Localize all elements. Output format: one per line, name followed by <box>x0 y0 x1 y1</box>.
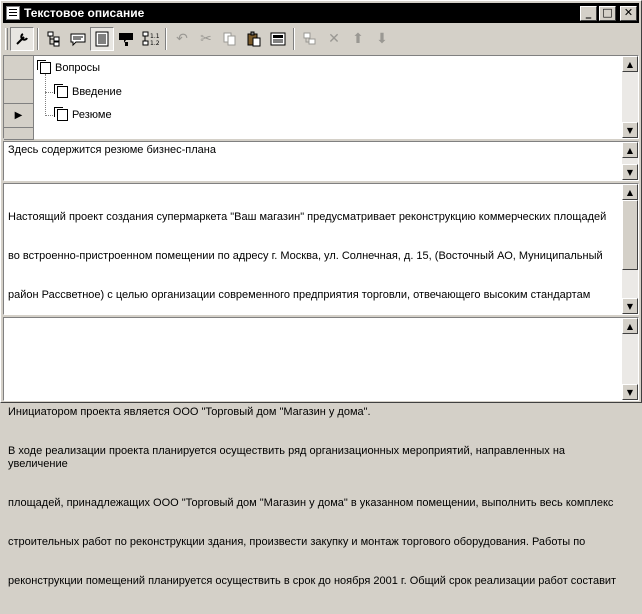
scroll-down-icon[interactable]: ▼ <box>622 122 638 138</box>
main-text-area[interactable] <box>4 184 622 587</box>
cut-icon[interactable]: ✂ <box>200 31 212 47</box>
summary-panel <box>3 141 639 181</box>
tree-item-label: Резюме <box>72 109 112 121</box>
tree-structure-icon[interactable] <box>42 27 66 51</box>
document-icon <box>57 86 68 98</box>
summary-text[interactable]: Здесь содержится резюме бизнес-плана <box>8 144 216 156</box>
question-tree-panel <box>3 55 639 139</box>
hint-icon[interactable] <box>114 27 138 51</box>
tree-item-label: Вопросы <box>55 62 101 74</box>
insert-icon[interactable] <box>298 27 322 51</box>
move-down-icon[interactable]: ⬇ <box>376 31 388 47</box>
tree-item-label: Введение <box>72 86 122 98</box>
tree-item-introduction[interactable] <box>57 82 122 102</box>
scroll-up-icon[interactable]: ▲ <box>622 142 638 158</box>
close-button[interactable]: ✕ <box>620 6 637 21</box>
row-header[interactable] <box>4 80 34 104</box>
scroll-up-icon[interactable]: ▲ <box>622 184 638 200</box>
text-line: Настоящий проект создания супермаркета "Ваш магазин" предусматривает реконструкцию коммерческих площадей <box>8 211 607 223</box>
tree-item-questions[interactable] <box>40 58 100 78</box>
delete-icon[interactable]: ✕ <box>328 31 340 47</box>
notes-panel <box>3 317 639 401</box>
tree-scrollbar[interactable] <box>622 56 638 138</box>
document-icon <box>40 62 51 74</box>
document-icon <box>6 6 20 20</box>
row-header-current[interactable]: ▶ <box>4 104 34 128</box>
text-line: реконструкции помещений планируется осуществить в срок до ноября 2001 г. Общий срок реализации работ составит <box>8 575 617 587</box>
scroll-down-icon[interactable]: ▼ <box>622 164 638 180</box>
toolbar-separator <box>165 28 167 50</box>
paste-icon[interactable] <box>242 27 266 51</box>
title-bar[interactable] <box>3 3 639 23</box>
scroll-thumb[interactable] <box>622 200 638 270</box>
paste-special-icon[interactable] <box>266 27 290 51</box>
wrench-icon[interactable] <box>10 27 34 51</box>
toolbar-separator <box>37 28 39 50</box>
row-header[interactable] <box>4 128 34 140</box>
scroll-down-icon[interactable]: ▼ <box>622 298 638 314</box>
notes-text-area[interactable] <box>4 318 622 400</box>
notes-scrollbar[interactable] <box>622 318 638 400</box>
svg-text:1.1: 1.1 <box>150 33 160 40</box>
copy-icon[interactable] <box>218 27 242 51</box>
toolbar-separator <box>293 28 295 50</box>
main-text-scrollbar[interactable] <box>622 184 638 314</box>
svg-text:1.2: 1.2 <box>150 40 160 47</box>
tree-item-summary[interactable] <box>57 105 112 125</box>
text-panel-icon[interactable] <box>90 27 114 51</box>
question-tree[interactable] <box>4 56 622 138</box>
toolbar-grip[interactable] <box>5 28 8 50</box>
main-text-panel <box>3 183 639 587</box>
move-up-icon[interactable]: ⬆ <box>352 31 364 47</box>
row-header[interactable] <box>4 56 34 80</box>
text-line: В ходе реализации проекта планируется осуществить ряд организационных мероприятий, направленных на увеличение <box>8 445 569 470</box>
text-line: Инициатором проекта является ООО "Торговый дом "Магазин у дома". <box>8 406 371 418</box>
tree-connector <box>45 74 46 116</box>
scroll-up-icon[interactable]: ▲ <box>622 56 638 72</box>
text-line: район Рассветное) с целью организации современного предприятия торговли, отвечающего высоким стандартам <box>8 289 591 301</box>
summary-scrollbar[interactable] <box>622 142 638 180</box>
minimize-button[interactable]: _ <box>580 6 597 21</box>
numbering-icon[interactable] <box>138 27 162 51</box>
text-line: во встроенно-пристроенном помещении по адресу г. Москва, ул. Солнечная, д. 15, (Восточный АО, Муниципальный <box>8 250 603 262</box>
comment-icon[interactable] <box>66 27 90 51</box>
toolbar <box>3 25 639 53</box>
text-line: строительных работ по реконструкции здания, произвести закупку и монтаж торгового оборудования. Работы по <box>8 536 586 548</box>
document-icon <box>57 109 68 121</box>
scroll-up-icon[interactable]: ▲ <box>622 318 638 334</box>
scroll-down-icon[interactable]: ▼ <box>622 384 638 400</box>
text-line: площадей, принадлежащих ООО "Торговый дом "Магазин у дома" в указанном помещении, выполнить весь комплекс <box>8 497 614 509</box>
undo-icon[interactable]: ↶ <box>176 31 188 47</box>
window-title: Текстовое описание <box>24 6 145 20</box>
maximize-button[interactable]: □ <box>599 6 616 21</box>
